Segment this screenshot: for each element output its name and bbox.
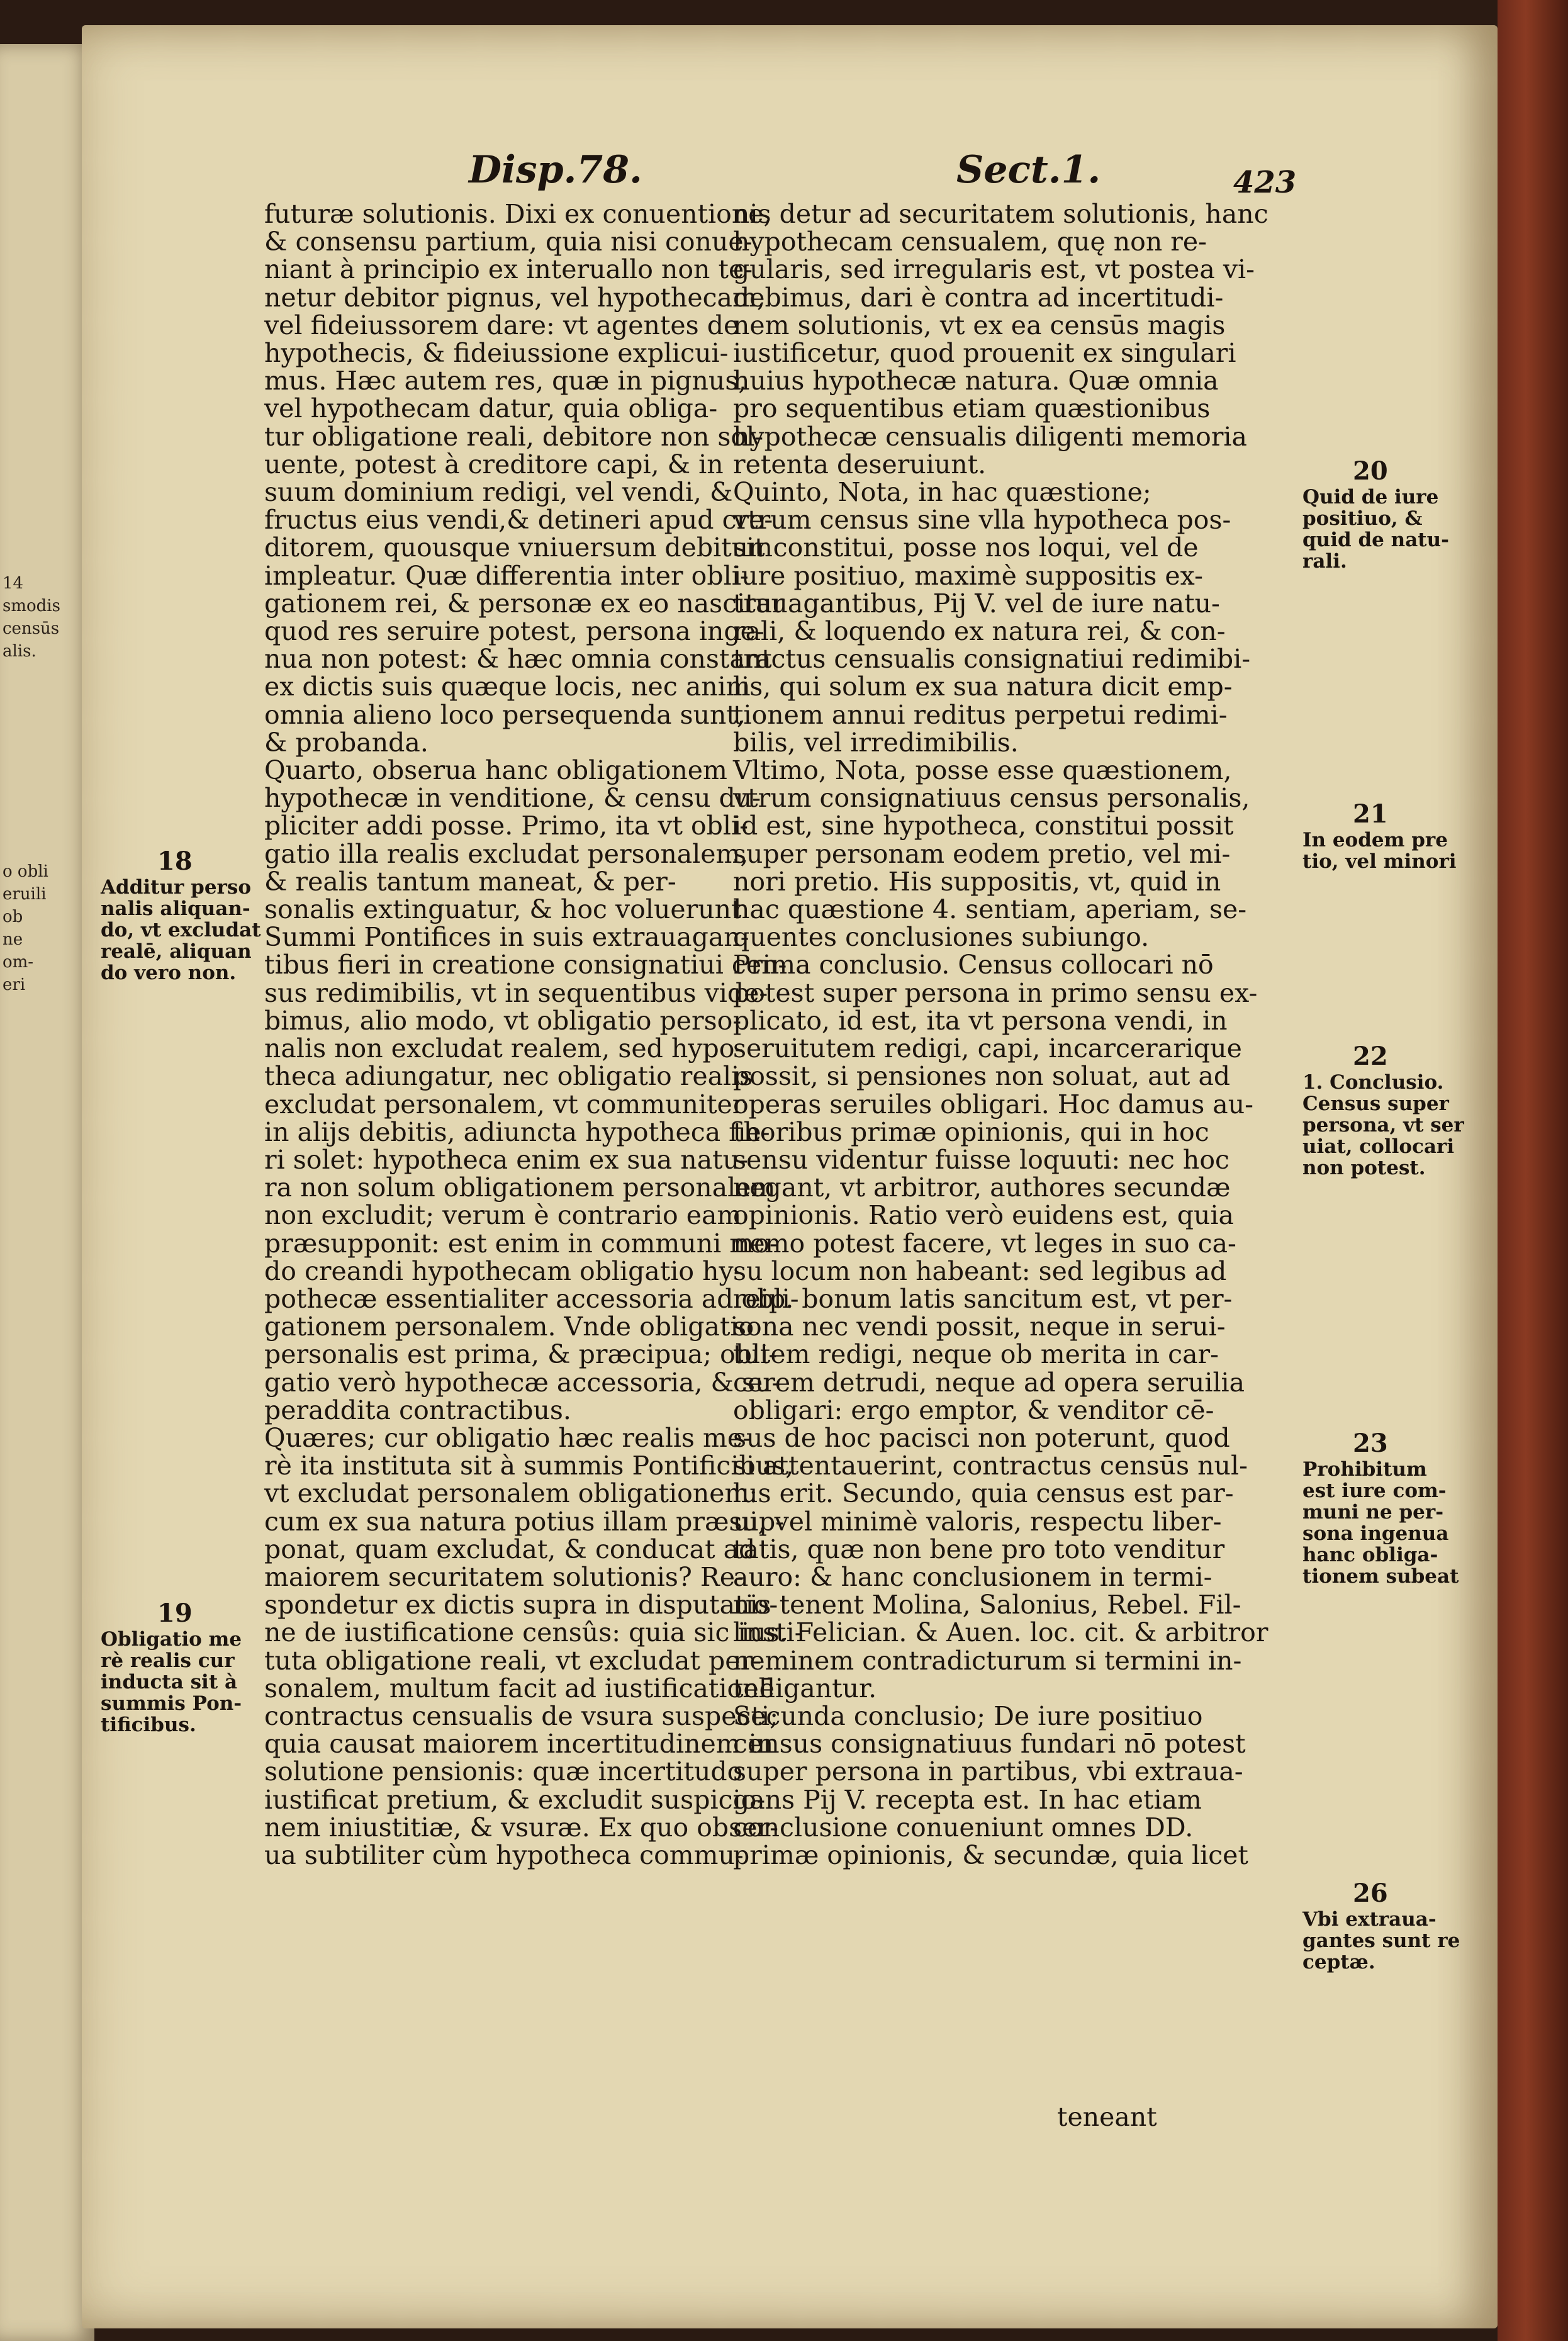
- text-line: telligantur.: [733, 1673, 877, 1704]
- text-line: tur obligatione reali, debitore non sol-: [264, 421, 764, 452]
- margin-note-line: gantes sunt re: [1302, 1929, 1460, 1952]
- margin-note-line: tificibus.: [101, 1714, 196, 1736]
- text-line: ne de iustificatione censûs: quia sic insti-: [264, 1617, 804, 1648]
- margin-note-line: non potest.: [1302, 1157, 1426, 1179]
- text-line: mus. Hæc autem res, quæ in pignus,: [264, 366, 747, 396]
- text-line: lus erit. Secundo, quia census est par-: [733, 1478, 1234, 1509]
- text-line: si attentauerint, contractus censūs nul-: [733, 1451, 1248, 1481]
- text-line: iustificat pretium, & excludit suspicio-: [264, 1784, 766, 1815]
- text-line: & realis tantum maneat, & per-: [264, 866, 676, 897]
- text-line: gularis, sed irregularis est, vt postea vi-: [733, 254, 1255, 285]
- text-line: uente, potest à creditore capi, & in: [264, 449, 724, 480]
- text-line: omnia alieno loco persequenda sunt,: [264, 699, 745, 730]
- margin-note-number: 19: [157, 1598, 193, 1628]
- text-line: lis, qui solum ex sua natura dicit emp-: [733, 671, 1233, 702]
- text-line: Secunda conclusio; De iure positiuo: [733, 1700, 1203, 1731]
- text-line: hypothecæ censualis diligenti memoria: [733, 421, 1247, 452]
- text-line: contractus censualis de vsura suspecti;: [264, 1700, 778, 1731]
- margin-note-line: tionem subeat: [1302, 1565, 1459, 1588]
- text-line: ditorem, quousque vniuersum debitum: [264, 532, 773, 563]
- running-head-disputation: Disp.78.: [469, 148, 642, 192]
- text-line: huius hypothecæ natura. Quæ omnia: [733, 366, 1219, 396]
- text-line: sus de hoc pacisci non poterunt, quod: [733, 1422, 1230, 1453]
- text-line: ua subtiliter cùm hypotheca commu-: [264, 1839, 744, 1870]
- text-line: excludat personalem, vt communiter: [264, 1089, 745, 1120]
- text-line: pothecæ essentialiter accessoria ad obli-: [264, 1283, 799, 1314]
- previous-page-margin-fragment: alis.: [3, 642, 36, 661]
- text-line: nori pretio. His suppositis, vt, quid in: [733, 866, 1221, 897]
- text-line: Summi Pontifices in suis extrauagan-: [264, 922, 749, 953]
- text-line: tionem annui reditus perpetui redimi-: [733, 699, 1228, 730]
- text-line: tibus fieri in creatione consignatiui cen-: [264, 950, 787, 980]
- text-line: sensu videntur fuisse loquuti: nec hoc: [733, 1144, 1229, 1175]
- text-line: non excludit; verum è contrario eam: [264, 1200, 742, 1231]
- text-line: rali, & loquendo ex natura rei, & con-: [733, 616, 1226, 647]
- text-line: id est, sine hypotheca, constitui possit: [733, 811, 1234, 841]
- text-column-right: [733, 200, 1268, 1869]
- text-line: impleatur. Quæ differentia inter obli-: [264, 560, 749, 591]
- text-column-left: [264, 200, 803, 1869]
- book-binding: [1498, 0, 1568, 2341]
- text-line: pro sequentibus etiam quæstionibus: [733, 393, 1211, 424]
- margin-note-line: 1. Conclusio.: [1302, 1071, 1444, 1094]
- text-line: quod res seruire potest, persona inge-: [264, 616, 764, 647]
- text-line: Quarto, obserua hanc obligationem: [264, 755, 727, 786]
- text-line: conclusione conueniunt omnes DD.: [733, 1812, 1194, 1843]
- text-line: neminem contradicturum si termini in-: [733, 1645, 1242, 1676]
- margin-note-number: 26: [1353, 1878, 1388, 1908]
- margin-note-line: tio, vel minori: [1302, 850, 1457, 873]
- margin-note-line: In eodem pre: [1302, 829, 1448, 851]
- text-line: operas seruiles obligari. Hoc damus au-: [733, 1089, 1253, 1120]
- text-line: sona nec vendi possit, neque in serui-: [733, 1311, 1226, 1342]
- previous-page-margin-fragment: smodis: [3, 597, 60, 615]
- text-line: gatio illa realis excludat personalem,: [264, 838, 749, 869]
- text-line: do creandi hypothecam obligatio hy-: [264, 1255, 742, 1286]
- text-line: vtrum consignatiuus census personalis,: [733, 783, 1250, 814]
- text-line: tatis, quæ non bene pro toto venditur: [733, 1534, 1225, 1564]
- text-line: quentes conclusiones subiungo.: [733, 922, 1150, 953]
- text-line: nis tenent Molina, Salonius, Rebel. Fil-: [733, 1590, 1241, 1620]
- margin-note-line: Census super: [1302, 1092, 1449, 1115]
- margin-note-line: Quid de iure: [1302, 486, 1439, 508]
- text-line: & probanda.: [264, 727, 428, 758]
- text-line: trauagantibus, Pij V. vel de iure natu-: [733, 588, 1220, 619]
- text-line: primæ opinionis, & secundæ, quia licet: [733, 1839, 1248, 1870]
- previous-page-margin-fragment: eruili: [3, 885, 47, 904]
- text-line: vel hypothecam datur, quia obliga-: [264, 393, 718, 424]
- margin-note-line: Additur perso: [101, 876, 252, 899]
- text-line: negant, vt arbitror, authores secundæ: [733, 1172, 1231, 1203]
- text-line: seruitutem redigi, capi, incarcerarique: [733, 1033, 1242, 1064]
- margin-note-line: do vero non.: [101, 962, 237, 984]
- text-line: Quæres; cur obligatio hæc realis me-: [264, 1422, 751, 1453]
- text-line: præsupponit: est enim in communi mo-: [264, 1228, 778, 1259]
- previous-page-margin-fragment: ob: [3, 907, 23, 926]
- text-line: vel fideiussorem dare: vt agentes de: [264, 310, 739, 340]
- text-line: hypothecæ in venditione, & censu du-: [264, 783, 761, 814]
- margin-note-line: est iure com-: [1302, 1479, 1447, 1502]
- text-line: nalis non excludat realem, sed hypo-: [264, 1033, 744, 1064]
- text-line: nem iniustitiæ, & vsuræ. Ex quo obser-: [264, 1812, 778, 1843]
- text-line: nis detur ad securitatem solutionis, hanc: [733, 199, 1268, 229]
- text-line: hypothecam censualem, quę non re-: [733, 227, 1207, 257]
- margin-note-line: ceptæ.: [1302, 1951, 1375, 1973]
- previous-page-margin-fragment: 14: [3, 574, 24, 593]
- text-line: bilis, vel irredimibilis.: [733, 727, 1019, 758]
- margin-note-number: 18: [157, 846, 193, 876]
- text-line: cum ex sua natura potius illam præsup-: [264, 1506, 785, 1537]
- previous-page-margin-fragment: censūs: [3, 619, 60, 638]
- text-line: gans Pij V. recepta est. In hac etiam: [733, 1784, 1202, 1815]
- text-line: hac quæstione 4. sentiam, aperiam, se-: [733, 894, 1247, 925]
- text-line: ponat, quam excludat, & conducat ad: [264, 1534, 756, 1564]
- text-line: census consignatiuus fundari nō potest: [733, 1729, 1246, 1760]
- text-line: spondetur ex dictis supra in disputatio-: [264, 1590, 778, 1620]
- previous-page-edge: [0, 44, 94, 2341]
- text-line: personalis est prima, & præcipua; obli-: [264, 1339, 778, 1370]
- previous-page-margin-fragment: ne: [3, 930, 23, 949]
- text-line: tractus censualis consignatiui redimibi-: [733, 644, 1251, 675]
- margin-note-line: uiat, collocari: [1302, 1135, 1455, 1158]
- margin-note-line: realē, aliquan: [101, 940, 252, 963]
- text-line: cerem detrudi, neque ad opera seruilia: [733, 1367, 1245, 1398]
- text-line: lius. Felician. & Auen. loc. cit. & arbitror: [733, 1617, 1268, 1648]
- text-line: futuræ solutionis. Dixi ex conuentione,: [264, 199, 772, 229]
- text-line: Quinto, Nota, in hac quæstione;: [733, 477, 1151, 508]
- text-line: vtrum census sine vlla hypotheca pos-: [733, 505, 1231, 536]
- text-line: niant à principio ex interuallo non te-: [264, 254, 753, 285]
- text-line: rè ita instituta sit à summis Pontificibus,: [264, 1451, 794, 1481]
- text-line: theca adiungatur, nec obligatio realis: [264, 1061, 753, 1092]
- text-line: plicato, id est, ita vt persona vendi, in: [733, 1005, 1228, 1036]
- text-line: debimus, dari è contra ad incertitudi-: [733, 282, 1224, 313]
- text-line: maiorem securitatem solutionis? Re-: [264, 1561, 744, 1592]
- text-line: sonalis extinguatur, & hoc voluerunt: [264, 894, 742, 925]
- margin-note-line: sona ingenua: [1302, 1522, 1449, 1545]
- margin-note-number: 20: [1353, 456, 1388, 486]
- margin-note-line: Prohibitum: [1302, 1458, 1427, 1481]
- previous-page-margin-fragment: eri: [3, 975, 26, 994]
- text-line: super persona in partibus, vbi extraua-: [733, 1756, 1243, 1787]
- text-line: quia causat maiorem incertitudinem in: [264, 1729, 774, 1760]
- margin-note-line: rè realis cur: [101, 1649, 235, 1672]
- text-line: sit constitui, posse nos loqui, vel de: [733, 532, 1199, 563]
- margin-note-line: nalis aliquan-: [101, 897, 250, 920]
- margin-note-line: rali.: [1302, 550, 1347, 573]
- text-line: nem solutionis, vt ex ea censūs magis: [733, 310, 1226, 340]
- text-line: nemo potest facere, vt leges in suo ca-: [733, 1228, 1236, 1259]
- text-line: peraddita contractibus.: [264, 1395, 571, 1425]
- text-line: Prima conclusio. Census collocari nō: [733, 950, 1214, 980]
- text-line: iure positiuo, maximè suppositis ex-: [733, 560, 1203, 591]
- text-line: retenta deseruiunt.: [733, 449, 987, 480]
- catchword: teneant: [1057, 2102, 1157, 2132]
- margin-note-line: summis Pon-: [101, 1692, 242, 1715]
- text-line: gationem rei, & personæ ex eo nascitur: [264, 588, 785, 619]
- text-line: suum dominium redigi, vel vendi, &: [264, 477, 733, 508]
- margin-note-number: 22: [1353, 1041, 1388, 1071]
- text-line: tuta obligatione reali, vt excludat per-: [264, 1645, 761, 1676]
- text-line: ri solet: hypotheca enim ex sua natu-: [264, 1144, 748, 1175]
- text-line: pliciter addi posse. Primo, ita vt obli-: [264, 811, 749, 841]
- text-line: tutem redigi, neque ob merita in car-: [733, 1339, 1219, 1370]
- margin-note-line: hanc obliga-: [1302, 1544, 1438, 1566]
- text-line: obligari: ergo emptor, & venditor cē-: [733, 1395, 1214, 1425]
- text-line: sus redimibilis, vt in sequentibus vide-: [264, 977, 768, 1008]
- text-line: thoribus primæ opinionis, qui in hoc: [733, 1116, 1209, 1147]
- text-line: netur debitor pignus, vel hypothecam,: [264, 282, 765, 313]
- text-line: super personam eodem pretio, vel mi-: [733, 838, 1231, 869]
- text-line: gatio verò hypothecæ accessoria, & su-: [264, 1367, 781, 1398]
- margin-note-line: inducta sit à: [101, 1671, 238, 1693]
- text-line: in alijs debitis, adiuncta hypotheca fie-: [264, 1116, 770, 1147]
- text-line: ra non solum obligationem personalem: [264, 1172, 776, 1203]
- margin-note-line: quid de natu-: [1302, 529, 1449, 551]
- text-line: vt excludat personalem obligationem:: [264, 1478, 758, 1509]
- text-line: Vltimo, Nota, posse esse quæstionem,: [733, 755, 1232, 786]
- text-line: ui, vel minimè valoris, respectu liber-: [733, 1506, 1222, 1537]
- running-head-section: Sect.1.: [956, 148, 1101, 192]
- text-line: ex dictis suis quæque locis, nec anim: [264, 671, 751, 702]
- margin-note-line: do, vt excludat: [101, 919, 261, 941]
- text-line: fructus eius vendi,& detineri apud cre-: [264, 505, 773, 536]
- previous-page-margin-fragment: o obli: [3, 862, 48, 881]
- margin-note-line: positiuo, &: [1302, 507, 1423, 530]
- text-line: sonalem, multum facit ad iustificationē: [264, 1673, 775, 1704]
- text-line: bimus, alio modo, vt obligatio perso-: [264, 1005, 742, 1036]
- text-line: su locum non habeant: sed legibus ad: [733, 1255, 1227, 1286]
- margin-note-line: muni ne per-: [1302, 1501, 1444, 1524]
- text-line: possit, si pensiones non soluat, aut ad: [733, 1061, 1231, 1092]
- text-line: & consensu partium, quia nisi conue-: [264, 227, 753, 257]
- margin-note-line: Obligatio me: [101, 1628, 242, 1651]
- text-line: solutione pensionis: quæ incertitudo: [264, 1756, 743, 1787]
- margin-note-number: 23: [1353, 1429, 1388, 1458]
- text-line: opinionis. Ratio verò euidens est, quia: [733, 1200, 1234, 1231]
- text-line: iustificetur, quod prouenit ex singulari: [733, 338, 1236, 369]
- page-number: 423: [1233, 165, 1297, 200]
- margin-note-number: 21: [1353, 799, 1388, 829]
- text-line: auro: & hanc conclusionem in termi-: [733, 1561, 1212, 1592]
- margin-note-line: persona, vt ser: [1302, 1114, 1464, 1137]
- text-line: hypothecis, & fideiussione explicui-: [264, 338, 729, 369]
- text-line: gationem personalem. Vnde obligatio: [264, 1311, 754, 1342]
- margin-note-line: Vbi extraua-: [1302, 1908, 1436, 1931]
- text-line: reip. bonum latis sancitum est, vt per-: [733, 1283, 1233, 1314]
- text-line: nua non potest: & hæc omnia constant: [264, 644, 772, 675]
- previous-page-margin-fragment: om-: [3, 953, 34, 972]
- text-line: potest super persona in primo sensu ex-: [733, 977, 1258, 1008]
